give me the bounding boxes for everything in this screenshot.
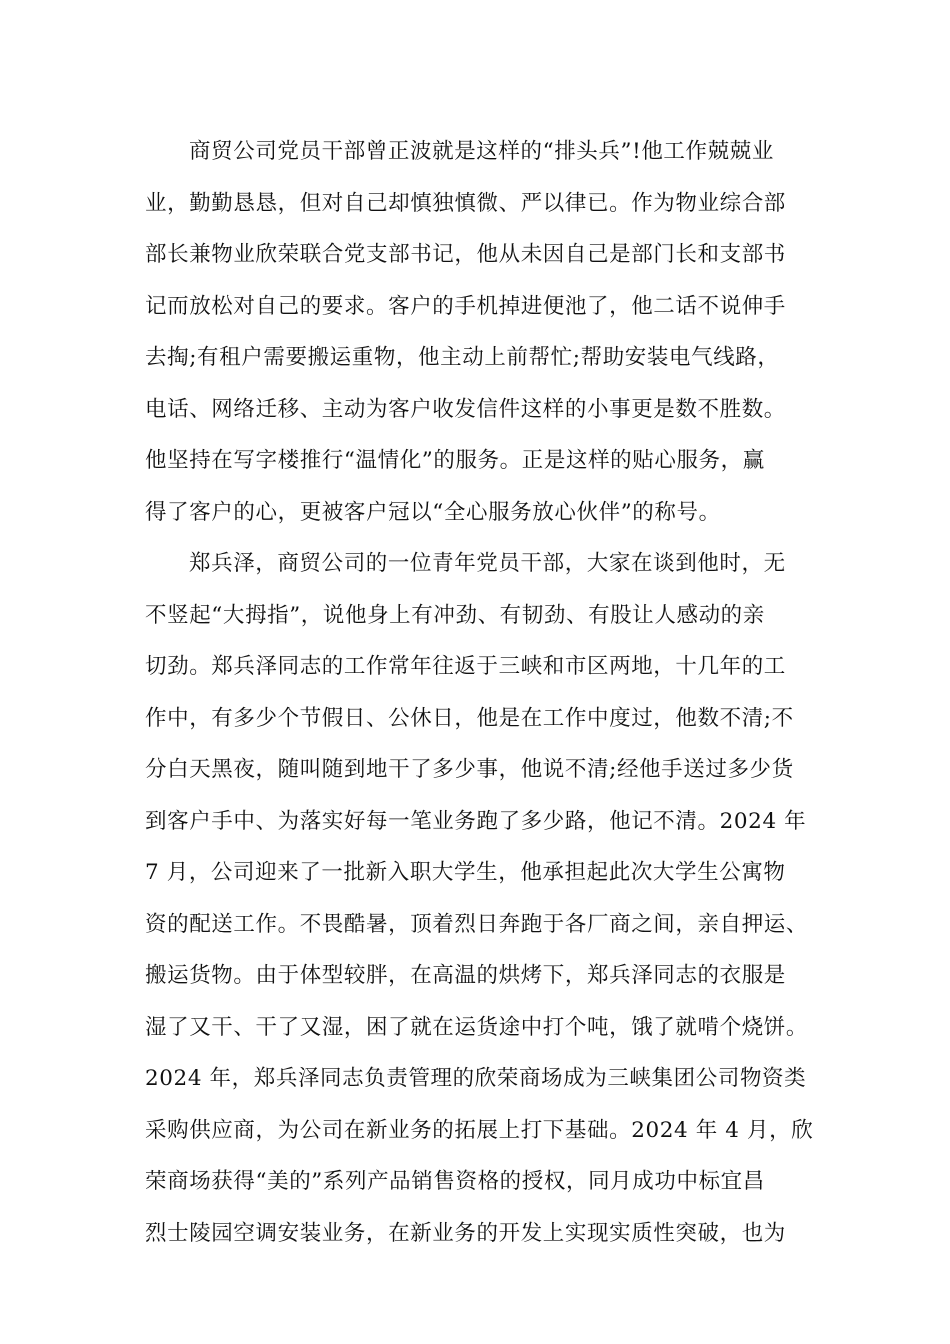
text-line: 不竖起“大拇指”，说他身上有冲劲、有韧劲、有股让人感动的亲 — [145, 602, 765, 628]
paragraph-1 — [145, 126, 805, 538]
text-line: 切劲。郑兵泽同志的工作常年往返于三峡和市区两地，十几年的工 — [145, 654, 786, 679]
text-line: 湿了又干、干了又湿，困了就在运货途中打个吨，饿了就啃个烧饼。 — [145, 1014, 809, 1040]
paragraph-2 — [145, 538, 814, 1259]
text-line: 去掏;有租户需要搬运重物，他主动上前帮忙;帮助安装电气线路， — [145, 345, 780, 370]
text-line: 2024 年，郑兵泽同志负责管理的欣荣商场成为三峡集团公司物资类 — [145, 1066, 807, 1091]
text-line: 采购供应商，为公司在新业务的拓展上打下基础。2024 年 4 月，欣 — [145, 1117, 814, 1143]
text-line: 郑兵泽，商贸公司的一位青年党员干部，大家在谈到他时，无 — [189, 551, 786, 576]
text-line: 作中，有多少个节假日、公休日，他是在工作中度过，他数不清;不 — [145, 705, 794, 731]
text-line: 7 月，公司迎来了一批新入职大学生，他承担起此次大学生公寓物 — [145, 860, 786, 885]
text-line: 商贸公司党员干部曾正波就是这样的“排头兵”!他工作兢兢业 — [189, 139, 774, 164]
text-line: 荣商场获得“美的”系列产品销售资格的授权，同月成功中标宜昌 — [145, 1169, 765, 1194]
text-line: 业，勤勤恳恳，但对自己却慎独慎微、严以律已。作为物业综合部 — [145, 190, 786, 216]
text-line: 资的配送工作。不畏酷暑，顶着烈日奔跑于各厂商之间，亲自押运、 — [145, 911, 809, 937]
text-line: 烈士陵园空调安装业务，在新业务的开发上实现实质性突破，也为 — [145, 1220, 786, 1246]
text-line: 电话、网络迁移、主动为客户收发信件这样的小事更是数不胜数。 — [145, 396, 786, 422]
document-body — [145, 126, 814, 1259]
text-line: 分白天黑夜，随叫随到地干了多少事，他说不清;经他手送过多少货 — [145, 757, 794, 782]
text-line: 记而放松对自己的要求。客户的手机掉进便池了，他二话不说伸手 — [145, 293, 786, 319]
text-line: 搬运货物。由于体型较胖，在高温的烘烤下，郑兵泽同志的衣服是 — [145, 963, 786, 988]
text-line: 他坚持在写字楼推行“温情化”的服务。正是这样的贴心服务，赢 — [145, 448, 765, 473]
text-line: 到客户手中、为落实好每一笔业务跑了多少路，他记不清。2024 年 — [145, 808, 807, 834]
text-line: 得了客户的心，更被客户冠以“全心服务放心伙伴”的称号。 — [145, 499, 721, 525]
text-line: 部长兼物业欣荣联合党支部书记，他从未因自己是部门长和支部书 — [145, 242, 786, 267]
